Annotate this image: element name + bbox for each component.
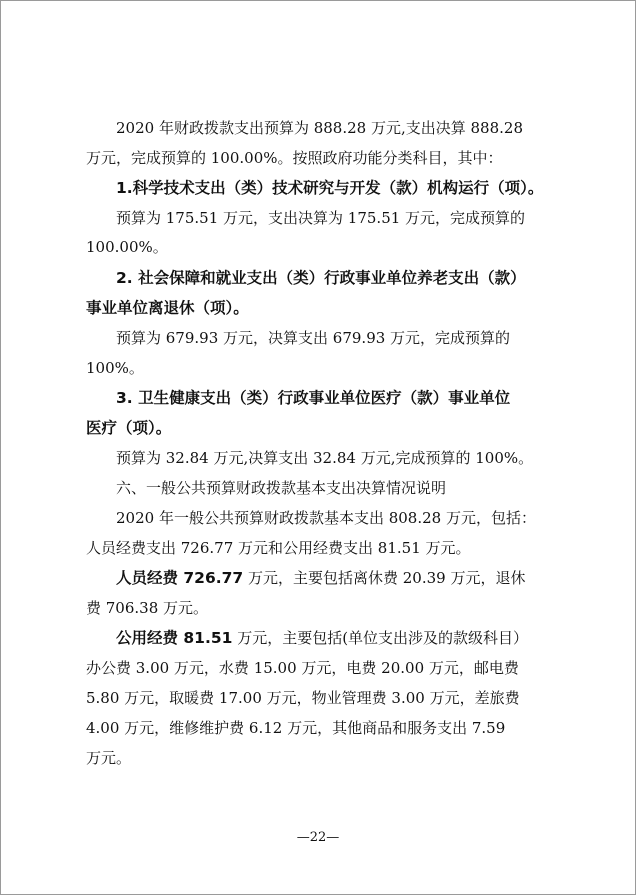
item-1-title: 1.科学技术支出（类）技术研究与开发（款）机构运行（项）。 [116,179,544,197]
paragraph-line: 办公费 3.00 万元，水费 15.00 万元，电费 20.00 万元，邮电费 [86,659,519,677]
paragraph-line: 人员经费支出 726.77 万元和公用经费支出 81.51 万元。 [86,539,471,557]
paragraph-line: 5.80 万元，取暖费 17.00 万元，物业管理费 3.00 万元，差旅费 [86,689,520,707]
paragraph-line: 预算为 32.84 万元,决算支出 32.84 万元,完成预算的 100%。 [116,449,534,467]
public-expense-text: 万元，主要包括(单位支出涉及的款级科目） [232,629,529,647]
item-2-title-cont: 事业单位离退休（项）。 [86,299,249,317]
paragraph-line: 预算为 679.93 万元，决算支出 679.93 万元，完成预算的 [116,329,511,347]
personnel-expense-text: 万元，主要包括离休费 20.39 万元，退休 [243,569,526,587]
item-3-title: 3. 卫生健康支出（类）行政事业单位医疗（款）事业单位 [116,389,511,407]
paragraph-line: 费 706.38 万元。 [86,599,209,617]
public-expense-line [116,628,528,652]
item-3-title-cont: 医疗（项）。 [86,419,172,437]
paragraph-line: 2020 年一般公共预算财政拨款基本支出 808.28 万元，包括： [116,509,536,527]
paragraph-line: 万元。 [86,749,132,767]
paragraph-line: 预算为 175.51 万元，支出决算为 175.51 万元，完成预算的 [116,209,526,227]
personnel-expense-line [116,568,525,592]
paragraph-line: 4.00 万元，维修维护费 6.12 万元，其他商品和服务支出 7.59 [86,719,506,737]
public-expense-label: 公用经费 81.51 [116,629,233,647]
paragraph-line: 100%。 [86,359,144,377]
personnel-expense-label: 人员经费 726.77 [116,569,244,587]
paragraph-line: 100.00%。 [86,238,168,256]
section-6-heading: 六、一般公共预算财政拨款基本支出决算情况说明 [116,479,447,497]
page-number: —22— [296,830,340,845]
item-2-title: 2. 社会保障和就业支出（类）行政事业单位养老支出（款） [116,269,526,287]
paragraph-line: 2020 年财政拨款支出预算为 888.28 万元,支出决算 888.28 [116,119,523,137]
paragraph-line: 万元，完成预算的 100.00%。按照政府功能分类科目，其中： [86,149,503,167]
